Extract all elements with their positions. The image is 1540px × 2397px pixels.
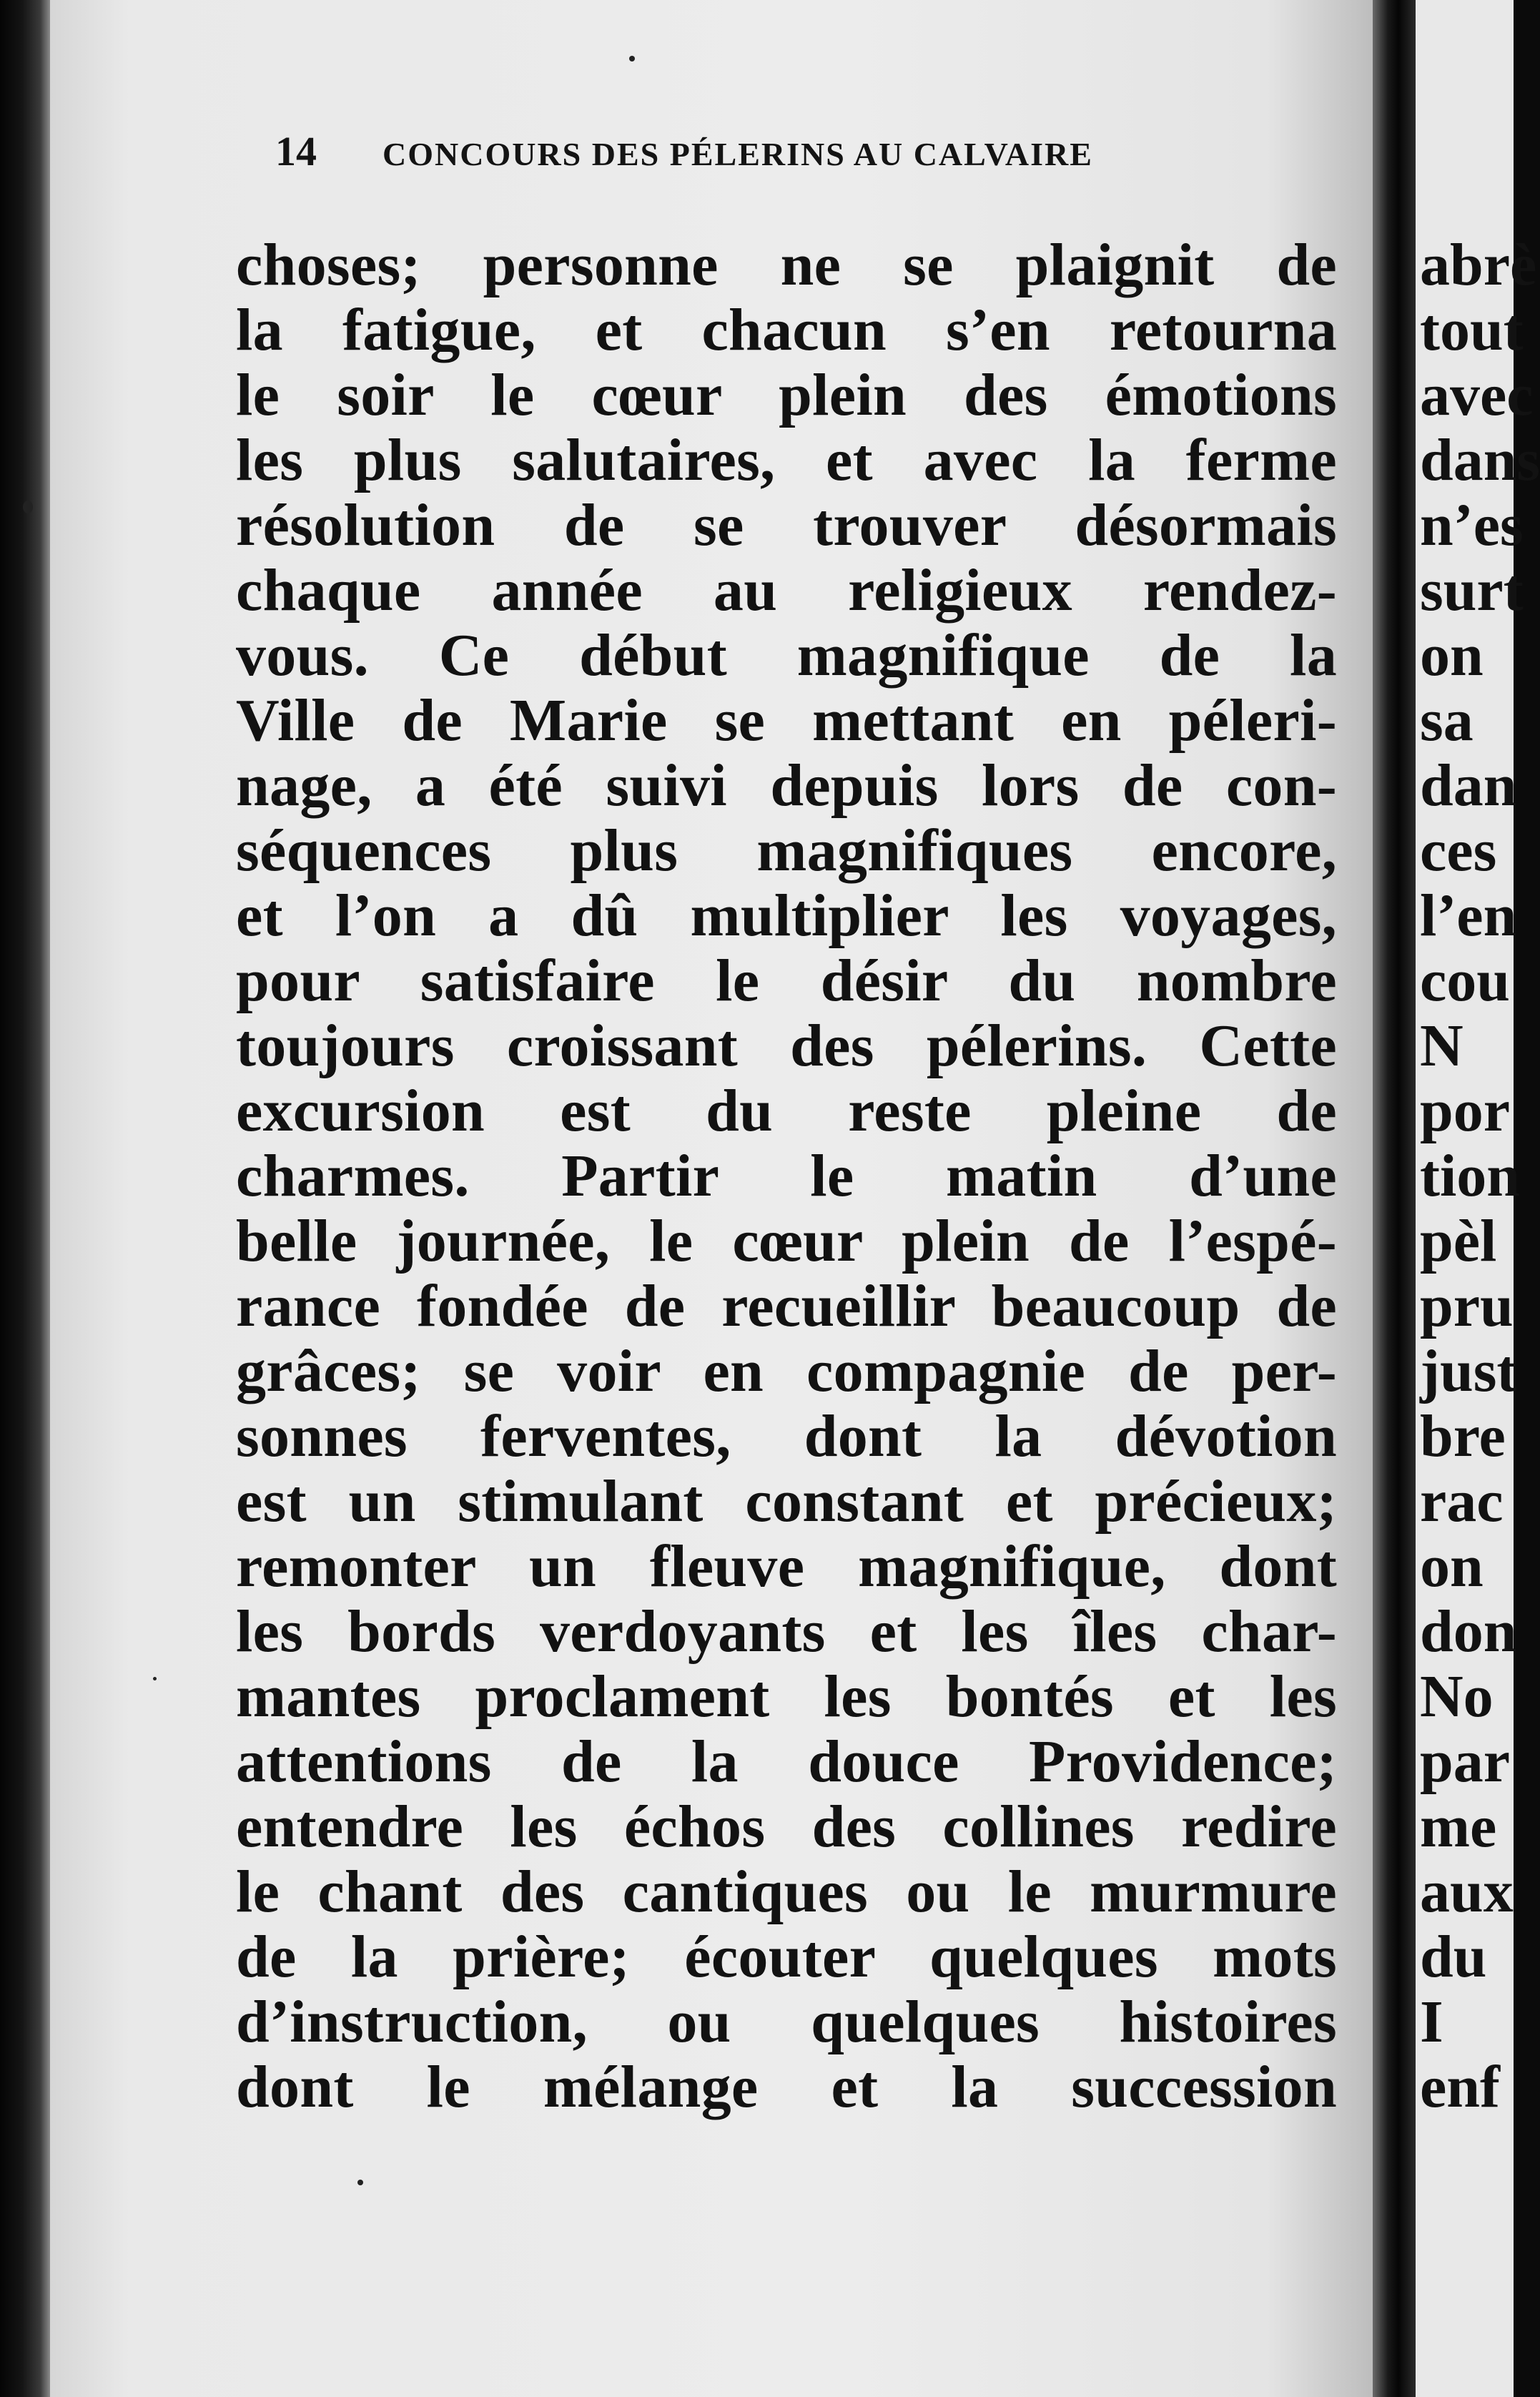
text-line: dont le mélange et la succession [236, 2054, 1337, 2120]
facing-line: on [1420, 1533, 1484, 1600]
facing-line: por [1420, 1078, 1510, 1144]
page-gutter [1373, 0, 1416, 2397]
text-line: toujours croissant des pélerins. Cette [236, 1013, 1337, 1079]
facing-line: tout [1420, 297, 1524, 363]
text-line: vous. Ce début magnifique de la [236, 622, 1337, 689]
facing-line: No [1420, 1663, 1494, 1730]
text-line: résolution de se trouver désormais [236, 492, 1337, 558]
text-line: mantes proclament les bontés et les [236, 1663, 1337, 1730]
facing-line: aux [1420, 1859, 1514, 1925]
text-line: charmes. Partir le matin d’une [236, 1143, 1337, 1209]
facing-line: don [1420, 1598, 1517, 1665]
facing-line: just [1420, 1338, 1517, 1404]
text-line: excursion est du reste pleine de [236, 1078, 1337, 1144]
facing-line: enf [1420, 2054, 1500, 2120]
text-line: entendre les échos des collines redire [236, 1793, 1337, 1860]
facing-line: N [1420, 1013, 1464, 1079]
facing-line: par [1420, 1728, 1510, 1795]
text-line: attentions de la douce Providence; [236, 1728, 1337, 1795]
text-line: le chant des cantiques ou le murmure [236, 1859, 1337, 1925]
facing-line: pru [1420, 1273, 1514, 1339]
text-line: nage, a été suivi depuis lors de con- [236, 752, 1337, 819]
text-line: de la prière; écouter quelques mots [236, 1924, 1337, 1990]
text-line: est un stimulant constant et précieux; [236, 1468, 1337, 1535]
print-speck [153, 1677, 157, 1680]
running-title: CONCOURS DES PÉLERINS AU CALVAIRE [382, 136, 1093, 172]
text-line: grâces; se voir en compagnie de per- [236, 1338, 1337, 1404]
page-number: 14 [275, 128, 317, 174]
facing-line: sa [1420, 687, 1474, 754]
text-line: rance fondée de recueillir beaucoup de [236, 1273, 1337, 1339]
text-line: sonnes ferventes, dont la dévotion [236, 1403, 1337, 1470]
text-line: choses; personne ne se plaignit de [236, 232, 1337, 298]
print-speck [357, 2180, 363, 2185]
text-line: séquences plus magnifiques encore, [236, 817, 1337, 884]
text-line: belle journée, le cœur plein de l’espé- [236, 1208, 1337, 1274]
text-line: la fatigue, et chacun s’en retourna [236, 297, 1337, 363]
text-line: Ville de Marie se mettant en péleri- [236, 687, 1337, 754]
text-line: remonter un fleuve magnifique, dont [236, 1533, 1337, 1600]
text-line: les plus salutaires, et avec la ferme [236, 427, 1337, 493]
print-speck [23, 501, 33, 513]
facing-line: n’es [1420, 492, 1524, 558]
facing-line: abrè [1420, 232, 1537, 298]
text-line: et l’on a dû multiplier les voyages, [236, 882, 1337, 949]
facing-line: cou [1420, 948, 1510, 1014]
facing-page-text [1416, 232, 1540, 2120]
text-line: les bords verdoyants et les îles char- [236, 1598, 1337, 1665]
facing-line: rac [1420, 1468, 1504, 1535]
text-line: chaque année au religieux rendez- [236, 557, 1337, 624]
facing-line: dan [1420, 752, 1517, 819]
facing-line: I [1420, 1989, 1443, 2055]
facing-line: pèl [1420, 1208, 1497, 1274]
facing-page-fragment [1416, 0, 1540, 2397]
facing-line: du [1420, 1924, 1487, 1990]
facing-line: l’en [1420, 882, 1517, 949]
facing-line: bre [1420, 1403, 1506, 1470]
facing-line: surt [1420, 557, 1524, 624]
facing-line: on [1420, 622, 1484, 689]
text-line: le soir le cœur plein des émotions [236, 362, 1337, 428]
facing-line: avec [1420, 362, 1534, 428]
facing-line: tion [1420, 1143, 1521, 1209]
print-speck [629, 56, 635, 61]
facing-line: me [1420, 1793, 1497, 1860]
body-text [236, 232, 1337, 2120]
text-line: d’instruction, ou quelques histoires [236, 1989, 1337, 2055]
running-head [275, 127, 1276, 184]
text-line: pour satisfaire le désir du nombre [236, 948, 1337, 1014]
facing-line: ces [1420, 817, 1497, 884]
book-spine-edge [0, 0, 50, 2397]
facing-line: dans [1420, 427, 1540, 493]
